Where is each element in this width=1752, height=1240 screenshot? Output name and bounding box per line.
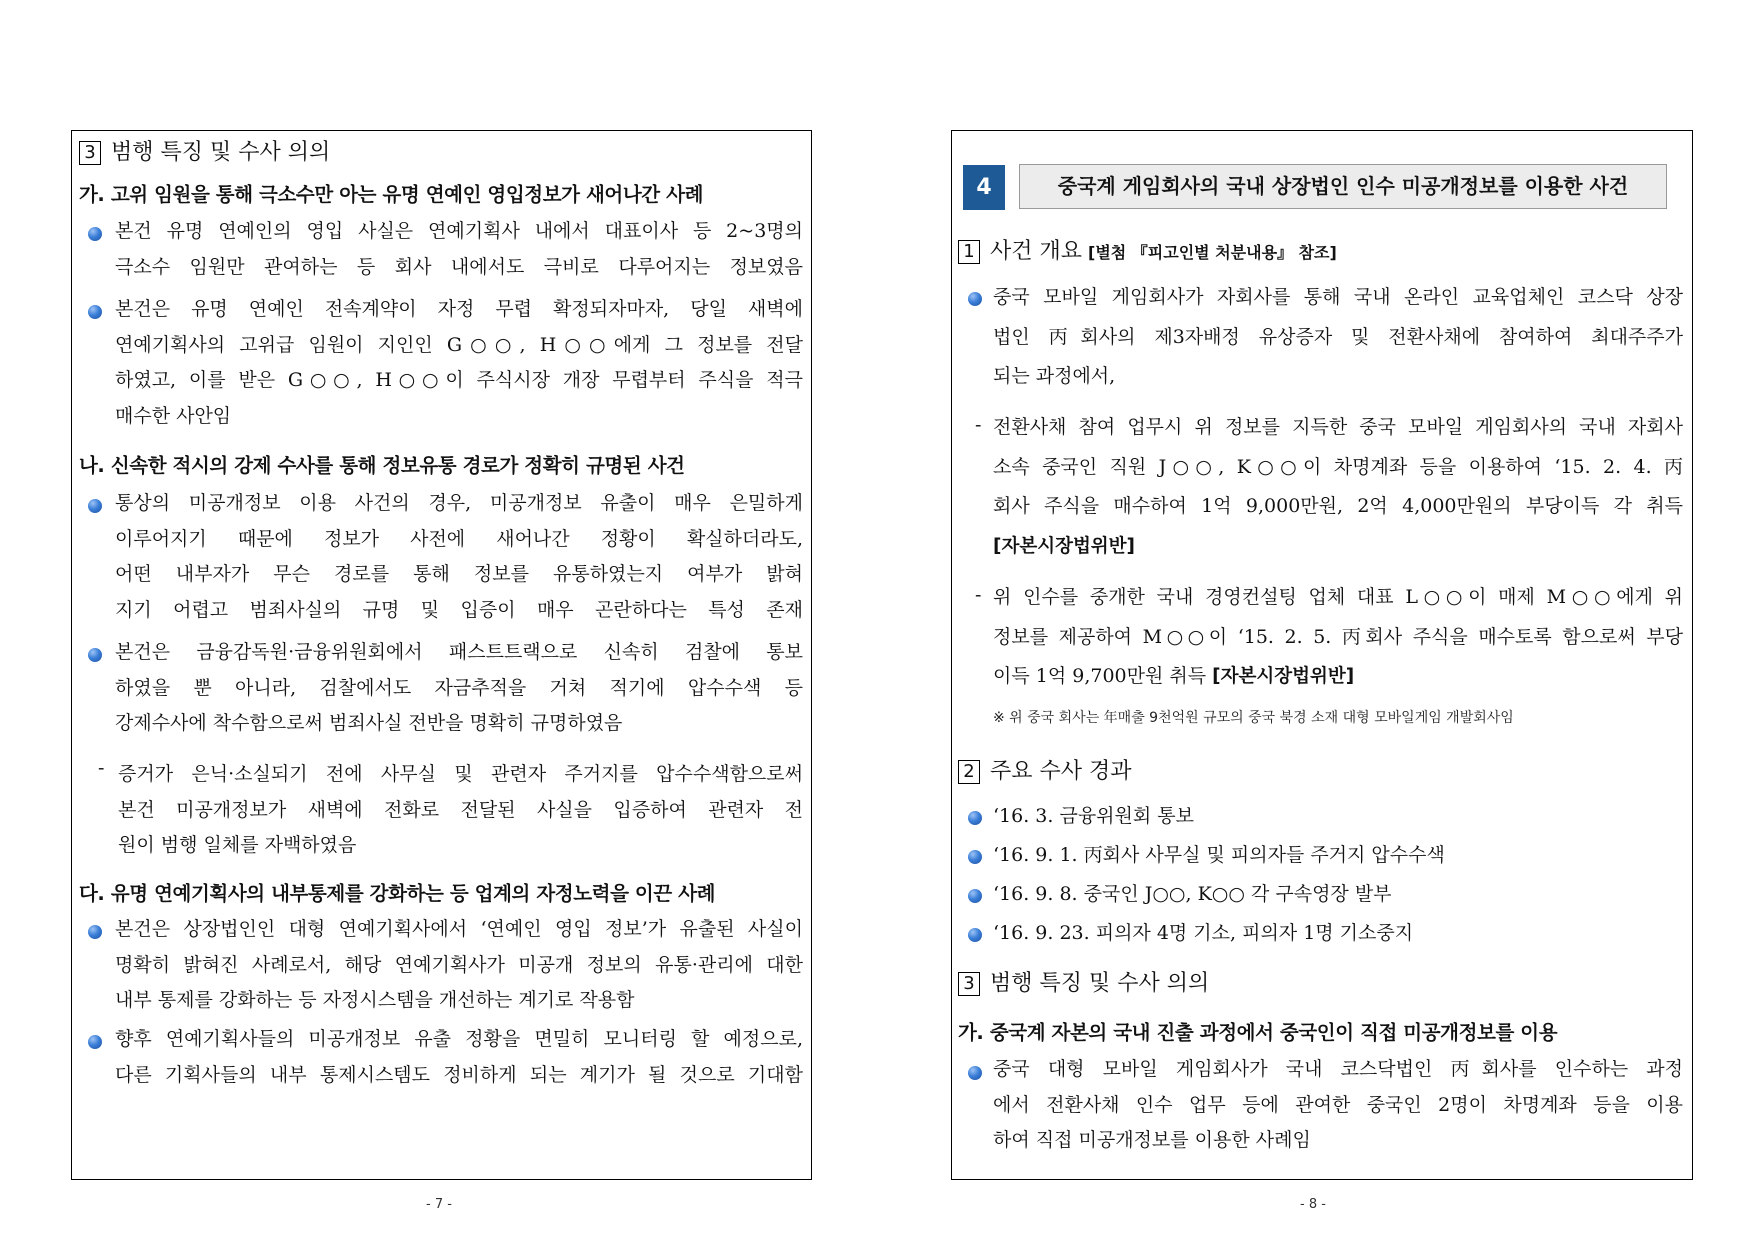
bullet-icon: [88, 499, 102, 513]
bullet-icon: [88, 1035, 102, 1049]
s1-dash-1: 전환사채 참여 업무시 위 정보를 지득한 중국 모바일 게임회사의 국내 자회사 소속 중국인 직원 J○○, K○○이 차명계좌 등을 이용하여 ‘15. 2. 4. 丙 회사 주식을 매수하여 1억 9,000만원, 2억 4,000만원의 부당이득 각 취득 [자본시장법위반]: [993, 408, 1683, 566]
right-section3-title: 3 범행 특징 및 수사 의의: [958, 966, 1209, 997]
da-bullet-1: 본건은 상장법인인 대형 연예기획사에서 ‘연예인 영입 정보’가 유출된 사실이 명확히 밝혀진 사례로서, 해당 연예기획사가 미공개 정보의 유통·관리에 대한 내부 통제를 강화하는 등 자정시스템을 개선하는 계기로 작용함: [115, 918, 803, 1011]
right-section2-title: 2 주요 수사 경과: [958, 754, 1132, 785]
bullet-icon: [968, 850, 982, 864]
section-number-box: 1: [958, 240, 980, 264]
timeline-item: ‘16. 9. 8. 중국인 J○○, K○○ 각 구속영장 발부: [993, 883, 1392, 905]
footnote: ※ 위 중국 회사는 年매출 9천억원 규모의 중국 북경 소재 대형 모바일게임 개발회사임: [993, 710, 1514, 726]
dash-marker: -: [975, 414, 982, 436]
subsection-da-title: 다. 유명 연예기획사의 내부통제를 강화하는 등 업계의 자정노력을 이끈 사례: [79, 882, 716, 905]
right-subsection-ga-title: 가. 중국계 자본의 국내 진출 과정에서 중국인이 직접 미공개정보를 이용: [958, 1021, 1558, 1044]
reference-note: [별첨 『피고인별 처분내용』 참조]: [1088, 243, 1337, 262]
dash-marker: -: [975, 584, 982, 606]
timeline-item: ‘16. 9. 1. 丙회사 사무실 및 피의자들 주거지 압수수색: [993, 844, 1445, 866]
da-bullet-2: 향후 연예기획사들의 미공개정보 유출 정황을 면밀히 모니터링 할 예정으로, 다른 기획사들의 내부 통제시스템도 정비하게 되는 계기가 될 것으로 기대함: [115, 1028, 803, 1086]
right-section1-title: 1 사건 개요 [별첨 『피고인별 처분내용』 참조]: [958, 234, 1337, 265]
page-number-right: - 8 -: [1300, 1197, 1326, 1212]
s1-dash-2: 위 인수를 중개한 국내 경영컨설팅 업체 대표 L○○이 매제 M○○에게 위 정보를 제공하여 M○○이 ‘15. 2. 5. 丙회사 주식을 매수토록 함으로써 부당 이득 1억 9,700만원 취득 [자본시장법위반]: [993, 586, 1683, 687]
subsection-na-title: 나. 신속한 적시의 강제 수사를 통해 정보유통 경로가 정확히 규명된 사건: [79, 454, 685, 477]
bullet-icon: [968, 889, 982, 903]
dash-marker: -: [98, 757, 105, 779]
section-number-box: 2: [958, 760, 980, 784]
bullet-icon: [968, 292, 982, 306]
na-bullet-2: 본건은 금융감독원·금융위원회에서 패스트트랙으로 신속히 검찰에 통보 하였을 뿐 아니라, 검찰에서도 자금추적을 거쳐 적기에 압수수색 등 강제수사에 착수함으로써 범죄사실 전반을 명확히 규명하였음: [115, 641, 803, 734]
bullet-icon: [968, 811, 982, 825]
section-number-box: 3: [79, 141, 101, 165]
bullet-icon: [968, 1066, 982, 1080]
bullet-icon: [88, 648, 102, 662]
page-number-left: - 7 -: [426, 1197, 452, 1212]
na-bullet-1: 통상의 미공개정보 이용 사건의 경우, 미공개정보 유출이 매우 은밀하게 이루어지기 때문에 정보가 사전에 새어나간 정황이 확실하더라도, 어떤 내부자가 무슨 경로를 통해 정보를 유통하였는지 여부가 밝혀 지기 어렵고 범죄사실의 규명 및 입증이 매우 곤란하다는 특성 존재: [115, 492, 803, 621]
section-number-box: 3: [958, 972, 980, 996]
timeline-item: ‘16. 9. 23. 피의자 4명 기소, 피의자 1명 기소중지: [993, 922, 1414, 944]
case-number-badge: 4: [963, 165, 1005, 210]
bullet-icon: [88, 305, 102, 319]
case-title-bar: 중국계 게임회사의 국내 상장법인 인수 미공개정보를 이용한 사건: [1019, 164, 1667, 209]
s3-bullet-1: 중국 대형 모바일 게임회사가 국내 코스닥법인 丙회사를 인수하는 과정 에서 전환사채 인수 업무 등에 관여한 중국인 2명이 차명계좌 등을 이용 하여 직접 미공개정보를 이용한 사례임: [993, 1058, 1683, 1151]
law-label: [자본시장법위반]: [993, 535, 1136, 557]
timeline-item: ‘16. 3. 금융위원회 통보: [993, 805, 1194, 827]
bullet-icon: [968, 928, 982, 942]
left-section-title: 3 범행 특징 및 수사 의의: [79, 135, 330, 166]
ga-bullet-2: 본건은 유명 연예인 전속계약이 자정 무렵 확정되자마자, 당일 새벽에 연예기획사의 고위급 임원이 지인인 G○○, H○○에게 그 정보를 전달 하였고, 이를 받은 G○○, H○○이 주식시장 개장 무렵부터 주식을 적극 매수한 사안임: [115, 298, 803, 427]
na-dash-item: 증거가 은닉·소실되기 전에 사무실 및 관련자 주거지를 압수수색함으로써 본건 미공개정보가 새벽에 전화로 전달된 사실을 입증하여 관련자 전 원이 범행 일체를 자백하였음: [118, 763, 803, 856]
s1-bullet-1: 중국 모바일 게임회사가 자회사를 통해 국내 온라인 교육업체인 코스닥 상장 법인 丙회사의 제3자배정 유상증자 및 전환사채에 참여하여 최대주주가 되는 과정에서,: [993, 286, 1683, 387]
ga-bullet-1: 본건 유명 연예인의 영입 사실은 연예기획사 내에서 대표이사 등 2~3명의 극소수 임원만 관여하는 등 회사 내에서도 극비로 다루어지는 정보였음: [115, 220, 803, 278]
bullet-icon: [88, 227, 102, 241]
subsection-ga-title: 가. 고위 임원을 통해 극소수만 아는 유명 연예인 영입정보가 새어나간 사례: [79, 183, 704, 206]
law-label: [자본시장법위반]: [1212, 666, 1355, 687]
bullet-icon: [88, 925, 102, 939]
